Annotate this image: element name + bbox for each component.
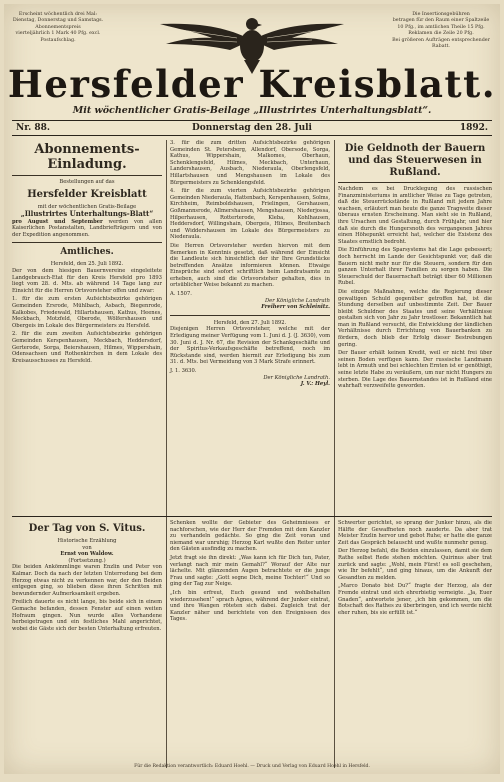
notice2-text: Diejenigen Herren Ortsvorsteher, welche mit der Erledigung meiner Verfügung vom 1. Juni d. J. (J. 3630), vom 30. Juni d. J. Nr. 67, die Revision der Schankgeschäfte und der Spiritus-Verkaufsgeschäfte betreffend, noch im Rückstande sind, werden hiermit zur Erledigung bis zum 31. d. Mts. bei Vermeidung von 3 Mark Strafe erinnert. xyxy=(170,326,330,366)
article-heading: Die Geldnoth der Bauern und das Steuerwesen in Rußland. xyxy=(338,143,492,183)
issue-number: Nr. 88. xyxy=(16,123,51,133)
newspaper-title: Hersfelder Kreisblatt. xyxy=(7,62,497,106)
notice-line: 10 Pfg., im amtlichen Theile 15 Pfg. xyxy=(397,24,485,30)
subscription-notice xyxy=(12,12,104,44)
with-supplement-text: mit der wöchentlichen Gratis-Beilage xyxy=(37,203,137,210)
newspaper-page xyxy=(4,4,500,774)
notice-line: Postaufschlag. xyxy=(40,37,76,43)
column-1 xyxy=(12,140,162,366)
story-column-2 xyxy=(170,520,330,625)
story-paragraph: „Ich bin erfreut, Euch gesund und wohlbehalten wiederzusehen!“ sprach Agnes, während der Junker eintrat, und ihre Wangen röteten sich dabei. Zugleich trat der Kanzler näher und berichtete von den Ereignissen des Tages. xyxy=(170,589,330,623)
notice-line: Erscheint wöchentlich drei Mal: xyxy=(18,12,98,17)
article-paragraph: Die Einführung des Sparsystems hat die Lage gebessert; doch herrscht im Lande der Gesichtspunkt vor, daß die Bauern nicht mehr nur für die Steuern, sondern für den ganzen Unterhalt ihrer Familien zu sorgen haben. Die Steuerschuld der Bauernschaft beträgt über 60 Millionen Rubel. xyxy=(338,247,492,287)
article-paragraph: Nachdem es bei Drucklegung des russischen Finanzministeriums in amtlicher Weise zu Tage getreten, daß die Steuerrückstände in Rußland mit jedem Jahre wachsen, erläutert man heute die ganze Tragweite dieser überaus ernsten Erscheinung. Man sieht sie in Rußland, ihre Ursachen und Gestaltung, durch Frühjahr, und hier daß sie durch die Hungersnoth des vergangenen Jahres einen Höhepunkt erreicht hat, welcher die Existenz des Staates ernstlich bedroht. xyxy=(338,186,492,245)
story-column-3 xyxy=(338,520,492,618)
notice2-id: J. 1. 3630. xyxy=(170,368,197,374)
subscription-months-text: werden von allen Kaiserlichen Postanstalten, Landbriefträgern und von der Expedition angenommen. xyxy=(12,218,162,238)
subscription-months: pro August und September xyxy=(12,218,103,225)
story-continuation: (Fortsetzung.) xyxy=(68,557,106,564)
notice-line: Reklamen die Zeile 20 Pfg. xyxy=(408,31,474,37)
official-notice-id: A. 1507. xyxy=(170,291,192,298)
story-paragraph: „Marco Donato bist Du?“ fragte der Herzog, als der Fremde eintrat und sich ehrerbietig verneigte. „Ja, Euer Gnaden“, antwortete jener, „ich bin gekommen, um die Botschaft des Rathes zu überbringen, und ich werde nicht eher ruhen, bis sie erfüllt ist.“ xyxy=(338,583,492,616)
official-notice-text: Die Herren Ortsvorsteher werden hiervon mit dem Bemerken in Kenntnis gesetzt, daß während der Einsicht die Landleute sich hinsichtlich der ihr Ihre Grundstücke betreffenden Ansätze informieren können. Etwaige Einsprüche sind sofort schriftlich beim Landratsamte zu erheben, auch sind die Ortsvorsteher gehalten, dies in ortsüblicher Weise bekannt zu machen. xyxy=(170,242,330,289)
divider xyxy=(170,315,330,316)
notice-line: vierteljährlich 1 Mark 40 Pfg. excl. xyxy=(15,31,101,37)
story-paragraph: Schenken wollte der Gebieter des Geheimnisses er nachforschen, wie der Herr der Fremden mit dem Kanzler zu verhandeln gedächte. So ging die Zeit voran und niemand war unruhig; Herzog Karl wußte den Reiter unter den Gästen ausfindig zu machen. xyxy=(170,520,330,553)
advertising-rates-notice xyxy=(390,12,492,50)
divider xyxy=(12,242,162,243)
supplement-name: „Illustrirtes Unterhaltungs-Blatt“ xyxy=(20,209,154,219)
official-heading: Amtliches. xyxy=(60,247,114,258)
imprint: Für die Redaktion verantwortlich: Eduard Hoehl. — Druck und Verlag von Eduard Hoehl in Hersfeld. xyxy=(134,764,370,769)
newspaper-subtitle: Mit wöchentlicher Gratis-Beilage „Illustrirtes Unterhaltungsblatt“. xyxy=(72,105,432,116)
official-date: Hersfeld, den 25. Juli 1892. xyxy=(50,261,124,268)
official-notice-signature-name: Freiherr von Schleinitz. xyxy=(261,304,330,311)
feuilleton-rule xyxy=(12,516,492,517)
story-paragraph: Schwerter gerichtet, so sprang der Junker hinzu, als die Hälfte der Gewaffneten noch zauderte. Da aber trat Meister Enzlin hervor und gebot Ruhe; er hatte die ganze Zeit das Gespräch belauscht und wußte nunmehr genug. xyxy=(338,520,492,546)
notice-line: Die Insertionsgebühren xyxy=(412,12,470,17)
official-item-4: 4. für die zum vierten Aufsichtsbezirke gehörigen Gemeinden Niederaula, Hattenbach, Kerspenhausen, Solms, Kirchheim, Reimboldshausen, Frielingen, Gershausen, Goßmannsrode, Allmershausen, Mengshausen, Niederjossa, Hilperhausen, Rotterterode, Kleba, Kohlhausen, Heddersdorf, Willingshain, Obergeis, Hilmes, Breitenbach und Widdershausen im Lokale des Bürgermeisters zu Niederaula. xyxy=(170,188,330,241)
column-2 xyxy=(170,140,330,388)
story-paragraph: Die beiden Ankömmlinge waren Enzlin und Peter von Kalmar. Doch da nach der letzten Unterredung bei dem Herzog etwas nicht zu verkennen war, der den Beiden entgegen ging, so blieben diese ihren Schritten mit bewundernder Aufmerksamkeit ergeben. xyxy=(12,564,162,597)
story-column-1 xyxy=(12,520,162,634)
dateline xyxy=(12,120,492,136)
official-text: Der von dem hiesigen Bauernvereine eingeleitete Landgebrauch-Etat für den Kreis Hersfeld pro 1893 liegt vom 28. d. Mts. ab während 14 Tage lang zur Einsicht für die Herren Ortsvorsteher offen und zwar: xyxy=(12,268,162,294)
notice-line: betragen für den Raum einer Spaltzeile xyxy=(392,18,490,24)
story-subtitle: Historische Erzählung xyxy=(57,538,117,544)
story-author: Ernst von Waldow. xyxy=(60,551,114,558)
story-paragraph: Jetzt fragt sie ihn direkt: „Was kann ich für Dich tun, Pater, verlangt nach mir mein Gemahl?“ Worauf der Alte nur lächelte. Mit glänzenden Augen betrachtete er die junge Frau und sagte: „Gott segne Dich, meine Tochter!“ Und so ging der Tag zur Neige. xyxy=(170,554,330,588)
column-divider xyxy=(334,520,335,768)
official-item-1: 1. für die zum ersten Aufsichtsbezirke gehörigen Gemeinden Ersrode, Mühlbach, Asbach, Biegenrode, Kalkobes, Friedewald, Hillartshausen, Kathus, Heenes, Meckbach, Motzfeld, Oberode, Wölfershausen und Obergeis im Lokale des Bürgermeisters zu Hersfeld. xyxy=(12,296,162,329)
notice-line: Bei größeren Aufträgen entsprechender Rabatt. xyxy=(392,37,490,50)
notice2-signature-name: J. V.: Heyl. xyxy=(300,381,330,388)
column-divider xyxy=(166,520,167,768)
official-notice-signature: Der Königliche Landrath xyxy=(264,297,330,304)
story-heading: Der Tag von S. Vitus. xyxy=(28,523,146,534)
article-paragraph: Die einzige Maßnahme, welche die Regierung dieser gewaltigen Schuld gegenüber getroffen hat, ist die Stundung derselben auf unbestimmte Zeit. Der Bauer bleibt Schuldner des Staates und seine Verhältnisse gestalten sich von Jahr zu Jahr trostloser. Bekanntlich hat man in Rußland versucht, die Entwicklung der ländlichen Verhältnisse durch Errichtung von Bauerbanken zu fördern, doch blieb der Erfolg dieser Bestrebungen gering. xyxy=(338,288,492,348)
notice2-signature: Der Königliche Landrath. xyxy=(263,374,330,381)
notice-line: Abonnementspreis xyxy=(35,24,81,30)
issue-date: Donnerstag den 28. Juli xyxy=(192,123,312,133)
story-by: von xyxy=(82,544,92,551)
issue-year: 1892. xyxy=(459,123,488,133)
article-paragraph: Der Bauer erhält keinen Kredit, weil er nicht frei über seinen Boden verfügen kann. Der russische Landmann lebt in Armuth und bei schlechten Ernten ist er genöthigt, seine letzte Habe zu veräußern, um nur nicht Hungers zu sterben. Die Lage des Bauernstandes ist in Rußland eine wahrhaft verzweifelte geworden. xyxy=(338,350,492,390)
official-item-2: 2. für die zum zweiten Aufsichtsbezirke gehörigen Gemeinden Kerspenhausen, Meckbach, Heddersdorf, Gerterode, Sorga, Beiershausen, Hilmes, Wippershain, Odensachsen und Rothenkirchen in dem Lokale des Kreisausschusses zu Hersfeld. xyxy=(12,331,162,364)
notice2-date: Hersfeld, den 27. Juli 1892. xyxy=(213,319,287,326)
story-paragraph: Der Herzog befahl, die Beiden einzulassen, damit sie dem Rathe selbst Rede stehen möchten. Quirinus aber trat zurück und sagte: „Wohl, mein Fürst! es soll geschehen, wie Ihr befehlt“, und ging hinaus, um die Ankunft der Gesandten zu melden. xyxy=(338,548,492,581)
story-paragraph: Freilich dauerte es nicht lange, bis beide sich in einem Gemache befanden, dessen Fenster auf einen weiten Hofraum gingen. Nun wurde alles Vorhandene herbeigetragen und ein festliches Mahl angerichtet, wobei die Gäste sich der besten Unterhaltung erfreuten. xyxy=(12,599,162,632)
column-3 xyxy=(338,140,492,392)
subscription-heading: Abonnements-Einladung. xyxy=(12,142,162,176)
masthead xyxy=(4,4,500,106)
paper-name: Hersfelder Kreisblatt xyxy=(27,188,147,200)
notice-line: Dienstag, Donnerstag und Samstags. xyxy=(12,18,104,24)
subscription-intro: Bestellungen auf das xyxy=(59,179,115,185)
official-item-3: 3. für die zum dritten Aufsichtsbezirke gehörigen Gemeinden St. Petersberg, Allendorf, Obersode, Sorga, Kathus, Wippershain, Malkomes, Oberhaun, Schenklengsfeld, Hilmes, Meckbach, Unterhaun, Landershausen, Ausbach, Niederaula, Oberlengsfeld, Hillartshausen und Mengshausen im Lokale des Bürgermeisters zu Schenklengsfeld. xyxy=(170,140,330,186)
